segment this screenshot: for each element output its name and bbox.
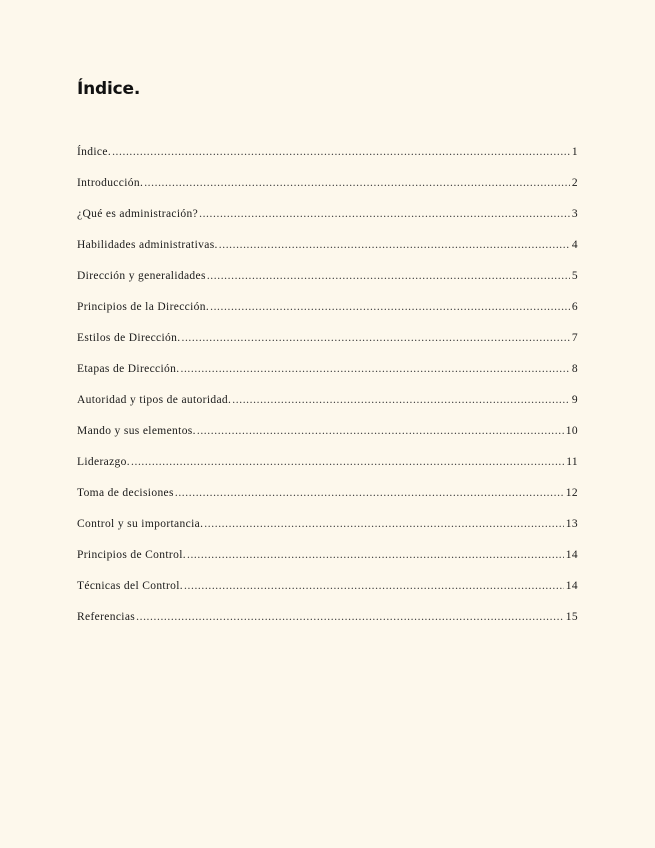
- toc-entry-page: 7: [571, 332, 578, 344]
- toc-entry-page: 15: [565, 611, 578, 623]
- toc-leader-dots: [232, 394, 570, 406]
- toc-entry-page: 11: [566, 456, 578, 468]
- toc-entry-label: Referencias: [77, 611, 136, 623]
- toc-entry-label: Control y su importancia.: [77, 518, 204, 530]
- toc-entry-page: 3: [571, 208, 578, 220]
- toc-entry-label: Etapas de Dirección.: [77, 363, 180, 375]
- page-title: Índice.: [77, 79, 141, 99]
- toc-entry-page: 13: [565, 518, 578, 530]
- toc-leader-dots: [199, 208, 570, 220]
- toc-entry-page: 12: [565, 487, 578, 499]
- toc-entry-page: 6: [571, 301, 578, 313]
- toc-entry[interactable]: [77, 394, 578, 425]
- toc-entry-label: Introducción.: [77, 177, 144, 189]
- toc-entry-label: Habilidades administrativas.: [77, 239, 218, 251]
- toc-entry[interactable]: [77, 239, 578, 270]
- toc-entry-page: 14: [565, 549, 578, 561]
- toc-entry-label: Estilos de Dirección.: [77, 332, 181, 344]
- toc-leader-dots: [197, 425, 564, 437]
- toc-entry-label: Dirección y generalidades: [77, 270, 206, 282]
- toc-entry-page: 1: [571, 146, 578, 158]
- toc-entry-label: ¿Qué es administración?: [77, 208, 199, 220]
- toc-entry[interactable]: [77, 270, 578, 301]
- toc-entry-page: 14: [565, 580, 578, 592]
- toc-leader-dots: [219, 239, 570, 251]
- toc-leader-dots: [210, 301, 570, 313]
- table-of-contents: [77, 146, 578, 642]
- toc-entry[interactable]: [77, 332, 578, 363]
- toc-leader-dots: [144, 177, 570, 189]
- toc-leader-dots: [187, 549, 564, 561]
- toc-entry-page: 10: [565, 425, 578, 437]
- toc-leader-dots: [180, 363, 569, 375]
- toc-entry-page: 8: [571, 363, 578, 375]
- toc-leader-dots: [207, 270, 570, 282]
- toc-leader-dots: [136, 611, 564, 623]
- toc-entry[interactable]: [77, 208, 578, 239]
- toc-leader-dots: [184, 580, 564, 592]
- toc-entry-page: 4: [571, 239, 578, 251]
- toc-leader-dots: [204, 518, 564, 530]
- toc-leader-dots: [181, 332, 569, 344]
- toc-entry-label: Mando y sus elementos.: [77, 425, 196, 437]
- toc-entry[interactable]: [77, 425, 578, 456]
- toc-entry-label: Toma de decisiones: [77, 487, 174, 499]
- toc-entry-label: Principios de la Dirección.: [77, 301, 210, 313]
- toc-entry-page: 2: [571, 177, 578, 189]
- toc-entry[interactable]: [77, 456, 578, 487]
- toc-entry[interactable]: [77, 487, 578, 518]
- toc-leader-dots: [175, 487, 564, 499]
- toc-entry-page: 9: [571, 394, 578, 406]
- toc-entry-page: 5: [571, 270, 578, 282]
- toc-entry-label: Autoridad y tipos de autoridad.: [77, 394, 232, 406]
- toc-entry[interactable]: [77, 177, 578, 208]
- toc-entry[interactable]: [77, 363, 578, 394]
- toc-leader-dots: [131, 456, 564, 468]
- toc-entry-label: Índice.: [77, 146, 112, 158]
- toc-entry-label: Técnicas del Control.: [77, 580, 184, 592]
- toc-entry-label: Liderazgo.: [77, 456, 130, 468]
- toc-entry[interactable]: [77, 580, 578, 611]
- toc-entry[interactable]: [77, 549, 578, 580]
- toc-entry[interactable]: [77, 146, 578, 177]
- toc-entry[interactable]: [77, 301, 578, 332]
- toc-entry[interactable]: [77, 611, 578, 642]
- toc-entry-label: Principios de Control.: [77, 549, 186, 561]
- toc-entry[interactable]: [77, 518, 578, 549]
- toc-leader-dots: [112, 146, 570, 158]
